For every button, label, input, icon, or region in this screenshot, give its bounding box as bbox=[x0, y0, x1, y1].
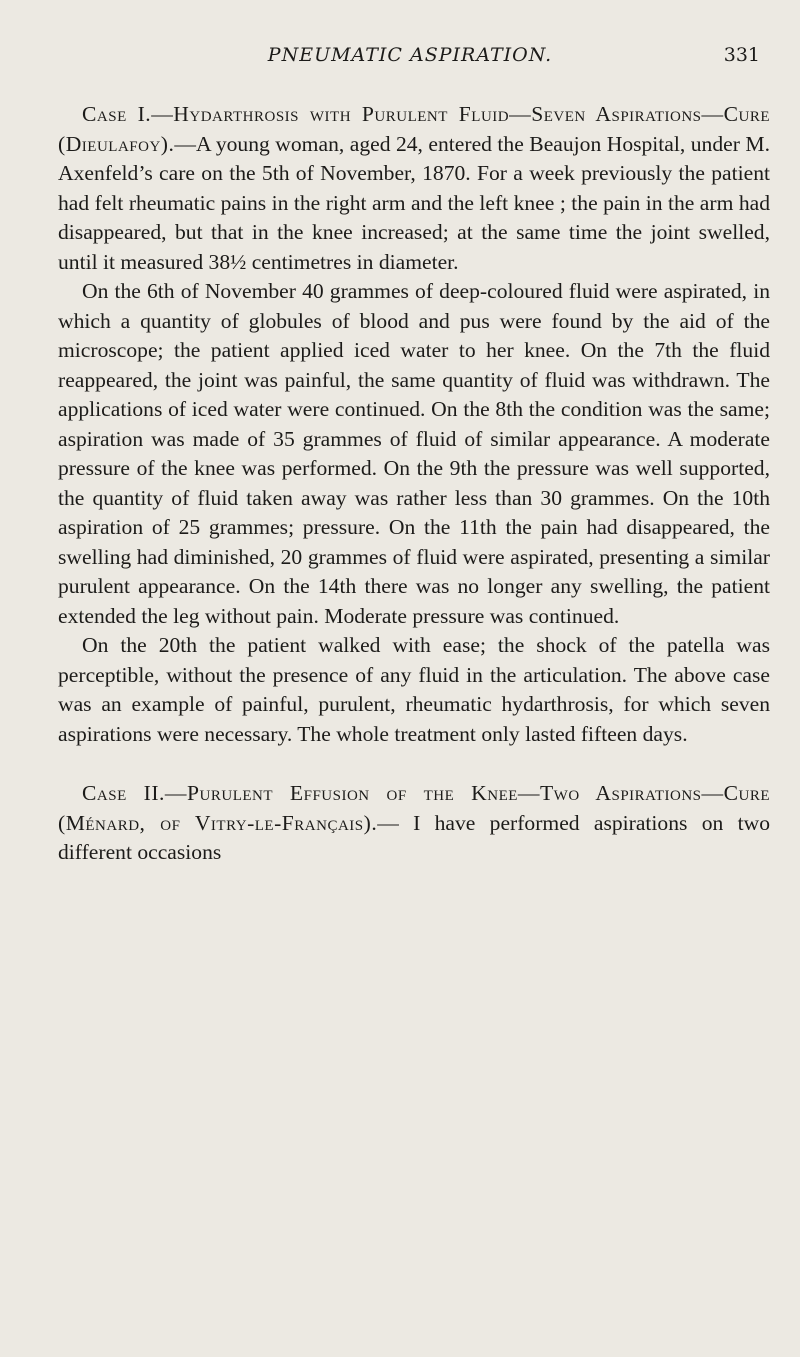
case-one-paragraph bbox=[58, 100, 770, 277]
case-one-intro: —A young woman, aged 24, entered the Beaujon Hospital, under M. Axenfeld’s care on the 5th of November, 1870. For a week previously the patient had felt rheumatic pains in the right arm and the left knee ; the pain in the arm had disappeared, but that in the knee increased; at the same time the joint swelled, until it measured 38½ centimetres in diameter. bbox=[58, 131, 770, 274]
body-text bbox=[58, 100, 770, 868]
case-one-heading: Case I.—Hydarthrosis with Purulent Fluid—Seven Aspirations—Cure (Dieulafoy). bbox=[58, 102, 770, 156]
running-head-title: PNEUMATIC ASPIRATION. bbox=[267, 44, 553, 66]
running-head bbox=[60, 44, 760, 70]
page-number: 331 bbox=[723, 44, 760, 66]
case-one-paragraph-2: On the 6th of November 40 grammes of deep-coloured fluid were aspirated, in which a quantity of globules of blood and pus were found by the aid of the microscope; the patient applied iced water to her knee. On the 7th the fluid reappeared, the joint was painful, the same quantity of fluid was withdrawn. The applications of iced water were continued. On the 8th the condition was the same; aspiration was made of 35 grammes of fluid of similar appearance. A moderate pressure of the knee was performed. On the 9th the pressure was well supported, the quantity of fluid taken away was rather less than 30 grammes. On the 10th aspiration of 25 grammes; pressure. On the 11th the pain had disappeared, the swelling had diminished, 20 grammes of fluid were aspirated, presenting a similar purulent appearance. On the 14th there was no longer any swelling, the patient extended the leg without pain. Moderate pressure was continued. bbox=[58, 279, 770, 628]
case-two-paragraph bbox=[58, 779, 770, 868]
case-two-intro: — I have performed aspirations on two different occasions bbox=[58, 810, 770, 864]
case-two-heading: Case II.—Purulent Effusion of the Knee—Two Aspirations—Cure (Ménard, of Vitry-le-Français). bbox=[58, 781, 770, 835]
case-one-paragraph-3: On the 20th the patient walked with ease; the shock of the patella was perceptible, without the presence of any fluid in the articulation. The above case was an example of painful, purulent, rheumatic hydarthrosis, for which seven aspirations were necessary. The whole treatment only lasted fifteen days. bbox=[58, 633, 770, 746]
